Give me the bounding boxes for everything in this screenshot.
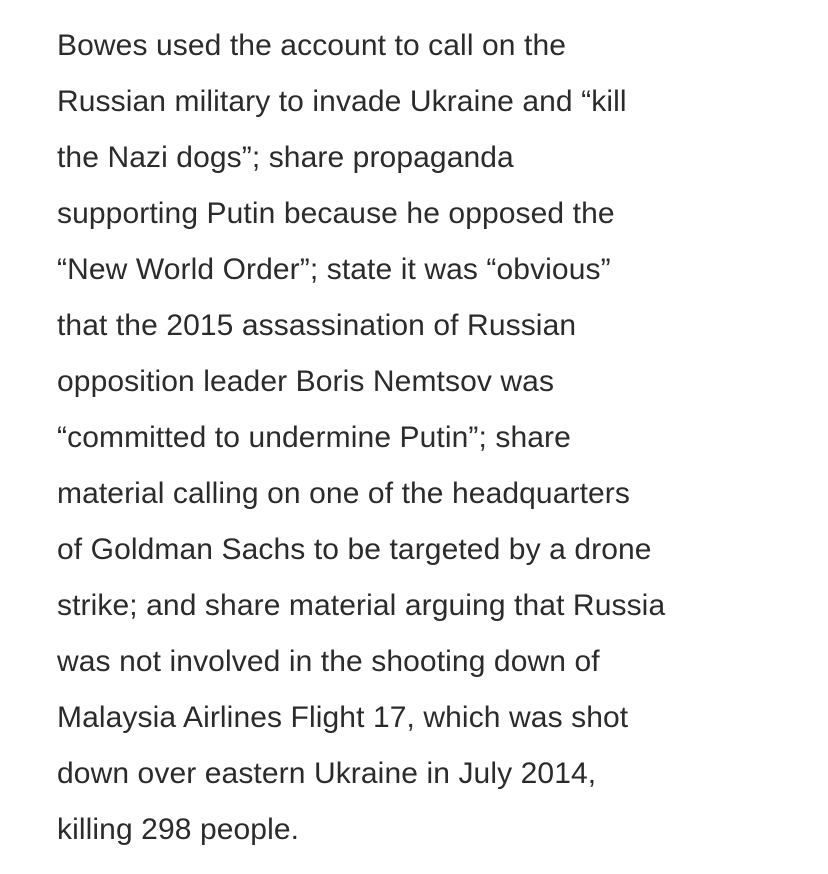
paragraph-line: Russian military to invade Ukraine and “kill: [57, 85, 627, 118]
paragraph-line: that the 2015 assassination of Russian: [57, 309, 577, 342]
paragraph-line: Malaysia Airlines Flight 17, which was shot: [57, 701, 629, 734]
paragraph-line: opposition leader Boris Nemtsov was: [57, 365, 555, 398]
paragraph-line: strike; and share material arguing that Russia: [57, 589, 666, 622]
paragraph-line: of Goldman Sachs to be targeted by a drone: [57, 533, 652, 566]
paragraph-line: killing 298 people.: [57, 813, 300, 846]
article-paragraph: [57, 18, 817, 858]
paragraph-line: down over eastern Ukraine in July 2014,: [57, 757, 597, 790]
paragraph-line: was not involved in the shooting down of: [57, 645, 600, 678]
paragraph-line: supporting Putin because he opposed the: [57, 197, 615, 230]
paragraph-line: Bowes used the account to call on the: [57, 29, 567, 62]
paragraph-line: “committed to undermine Putin”; share: [57, 421, 571, 454]
paragraph-line: the Nazi dogs”; share propaganda: [57, 141, 514, 174]
paragraph-line: material calling on one of the headquarters: [57, 477, 630, 510]
paragraph-line: “New World Order”; state it was “obvious”: [57, 253, 611, 286]
